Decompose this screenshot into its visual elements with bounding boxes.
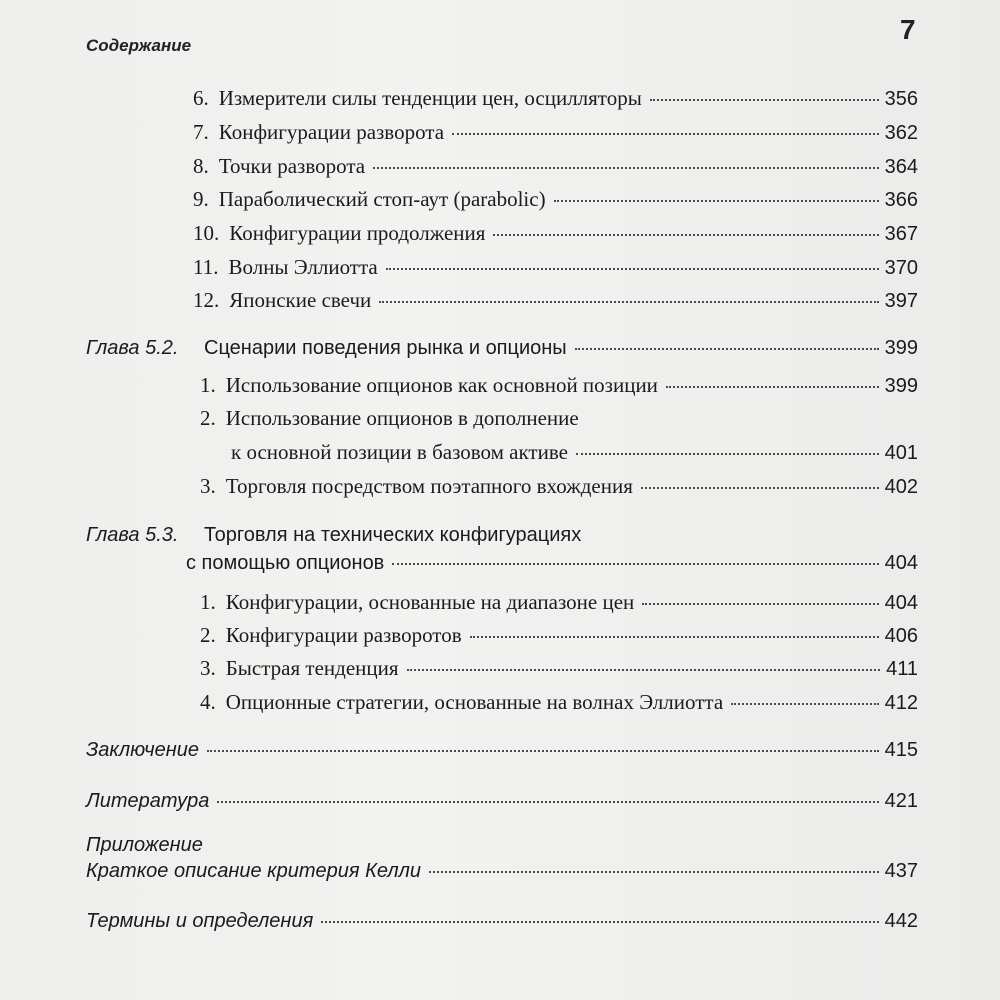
entry-title: Измерители силы тенденции цен, осцилляторы: [218, 86, 642, 110]
entry-title: к основной позиции в базовом активе: [231, 440, 568, 464]
leader-dots: [392, 563, 878, 565]
entry-page: 421: [884, 790, 918, 812]
leader-dots: [386, 268, 879, 270]
leader-dots: [731, 703, 878, 705]
chapter-label: Глава 5.3.: [86, 524, 179, 546]
leader-dots: [452, 133, 879, 135]
toc-entry[interactable]: [231, 440, 918, 465]
entry-page: 370: [884, 257, 918, 279]
entry-number: 10.: [193, 221, 220, 245]
entry-number: 11.: [193, 255, 219, 279]
entry-title: Использование опционов как основной позиции: [225, 373, 658, 397]
entry-title: Конфигурации продолжения: [229, 221, 486, 245]
entry-title: Конфигурации разворотов: [225, 623, 462, 647]
leader-dots: [217, 801, 878, 803]
entry-number: 2.: [200, 406, 216, 430]
toc-entry[interactable]: [200, 373, 918, 398]
entry-number: 4.: [200, 690, 216, 714]
entry-number: 3.: [200, 656, 216, 680]
chapter-title: с помощью опционов: [186, 552, 385, 574]
running-header: Содержание: [86, 36, 192, 55]
entry-title: Быстрая тенденция: [225, 656, 399, 680]
page-number: 7: [900, 14, 916, 45]
entry-number: 7.: [193, 120, 209, 144]
leader-dots: [373, 167, 879, 169]
entry-title: Японские свечи: [229, 288, 372, 312]
entry-title-line1: Использование опционов в дополнение: [225, 406, 579, 430]
leader-dots: [576, 453, 879, 455]
entry-number: 12.: [193, 288, 220, 312]
leader-dots: [554, 200, 879, 202]
toc-chapter-5-2[interactable]: [86, 337, 918, 360]
entry-page: 401: [884, 442, 918, 464]
entry-title: Параболический стоп-аут (parabolic): [218, 187, 546, 211]
entry-title: Термины и определения: [86, 910, 314, 932]
leader-dots: [641, 487, 879, 489]
entry-page: 362: [884, 122, 918, 144]
toc-entry[interactable]: [193, 288, 918, 313]
entry-page: 399: [884, 375, 918, 397]
toc-entry[interactable]: [200, 623, 918, 648]
entry-page: 402: [884, 476, 918, 498]
toc-entry[interactable]: [193, 221, 918, 246]
leader-dots: [429, 871, 879, 873]
toc-entry-line1[interactable]: [200, 406, 579, 431]
entry-title: Волны Эллиотта: [228, 255, 378, 279]
chapter-label: Глава 5.2.: [86, 337, 179, 359]
entry-page: 411: [886, 658, 918, 680]
toc-terms[interactable]: [86, 910, 918, 933]
entry-page: 356: [884, 88, 918, 110]
toc-conclusion[interactable]: [86, 739, 918, 762]
entry-page: 366: [884, 189, 918, 211]
toc-entry[interactable]: [193, 86, 918, 111]
entry-page: 415: [884, 739, 918, 761]
entry-page: 404: [884, 592, 918, 614]
entry-title: Краткое описание критерия Келли: [86, 860, 422, 882]
toc-chapter-5-3-line1[interactable]: [86, 524, 581, 547]
toc-appendix[interactable]: [86, 860, 918, 883]
toc-entry[interactable]: [200, 690, 918, 715]
entry-number: 6.: [193, 86, 209, 110]
toc-entry[interactable]: [193, 187, 918, 212]
entry-number: 3.: [200, 474, 216, 498]
entry-number: 1.: [200, 590, 216, 614]
leader-dots: [207, 750, 879, 752]
leader-dots: [642, 603, 878, 605]
entry-number: 2.: [200, 623, 216, 647]
entry-page: 364: [884, 156, 918, 178]
leader-dots: [493, 234, 878, 236]
entry-title: Литература: [86, 790, 210, 812]
toc-entry[interactable]: [200, 474, 918, 499]
chapter-page: 404: [884, 552, 918, 574]
entry-page: 406: [884, 625, 918, 647]
toc-entry[interactable]: [200, 656, 918, 681]
entry-page: 437: [884, 860, 918, 882]
toc-chapter-5-3[interactable]: [186, 552, 918, 575]
chapter-title-line1: Торговля на технических конфигурациях: [204, 524, 582, 546]
leader-dots: [407, 669, 881, 671]
entry-title: Точки разворота: [218, 154, 366, 178]
toc-literature[interactable]: [86, 790, 918, 813]
entry-page: 367: [884, 223, 918, 245]
chapter-title: Сценарии поведения рынка и опционы: [204, 337, 567, 359]
toc-entry[interactable]: [193, 154, 918, 179]
leader-dots: [379, 301, 878, 303]
toc-appendix-label[interactable]: Приложение: [86, 834, 203, 856]
toc-entry[interactable]: [193, 120, 918, 145]
entry-number: 1.: [200, 373, 216, 397]
leader-dots: [321, 921, 878, 923]
entry-number: 9.: [193, 187, 209, 211]
toc-entry[interactable]: [193, 255, 918, 280]
leader-dots: [575, 348, 879, 350]
entry-title: Конфигурации, основанные на диапазоне цен: [225, 590, 635, 614]
toc-entry[interactable]: [200, 590, 918, 615]
leader-dots: [650, 99, 879, 101]
entry-title: Опционные стратегии, основанные на волнах Эллиотта: [225, 690, 724, 714]
entry-title: Торговля посредством поэтапного вхождения: [225, 474, 633, 498]
entry-number: 8.: [193, 154, 209, 178]
leader-dots: [470, 636, 879, 638]
chapter-page: 399: [884, 337, 918, 359]
leader-dots: [666, 386, 879, 388]
entry-title: Конфигурации разворота: [218, 120, 445, 144]
entry-page: 412: [884, 692, 918, 714]
entry-page: 442: [884, 910, 918, 932]
entry-title: Заключение: [86, 739, 199, 761]
entry-page: 397: [884, 290, 918, 312]
